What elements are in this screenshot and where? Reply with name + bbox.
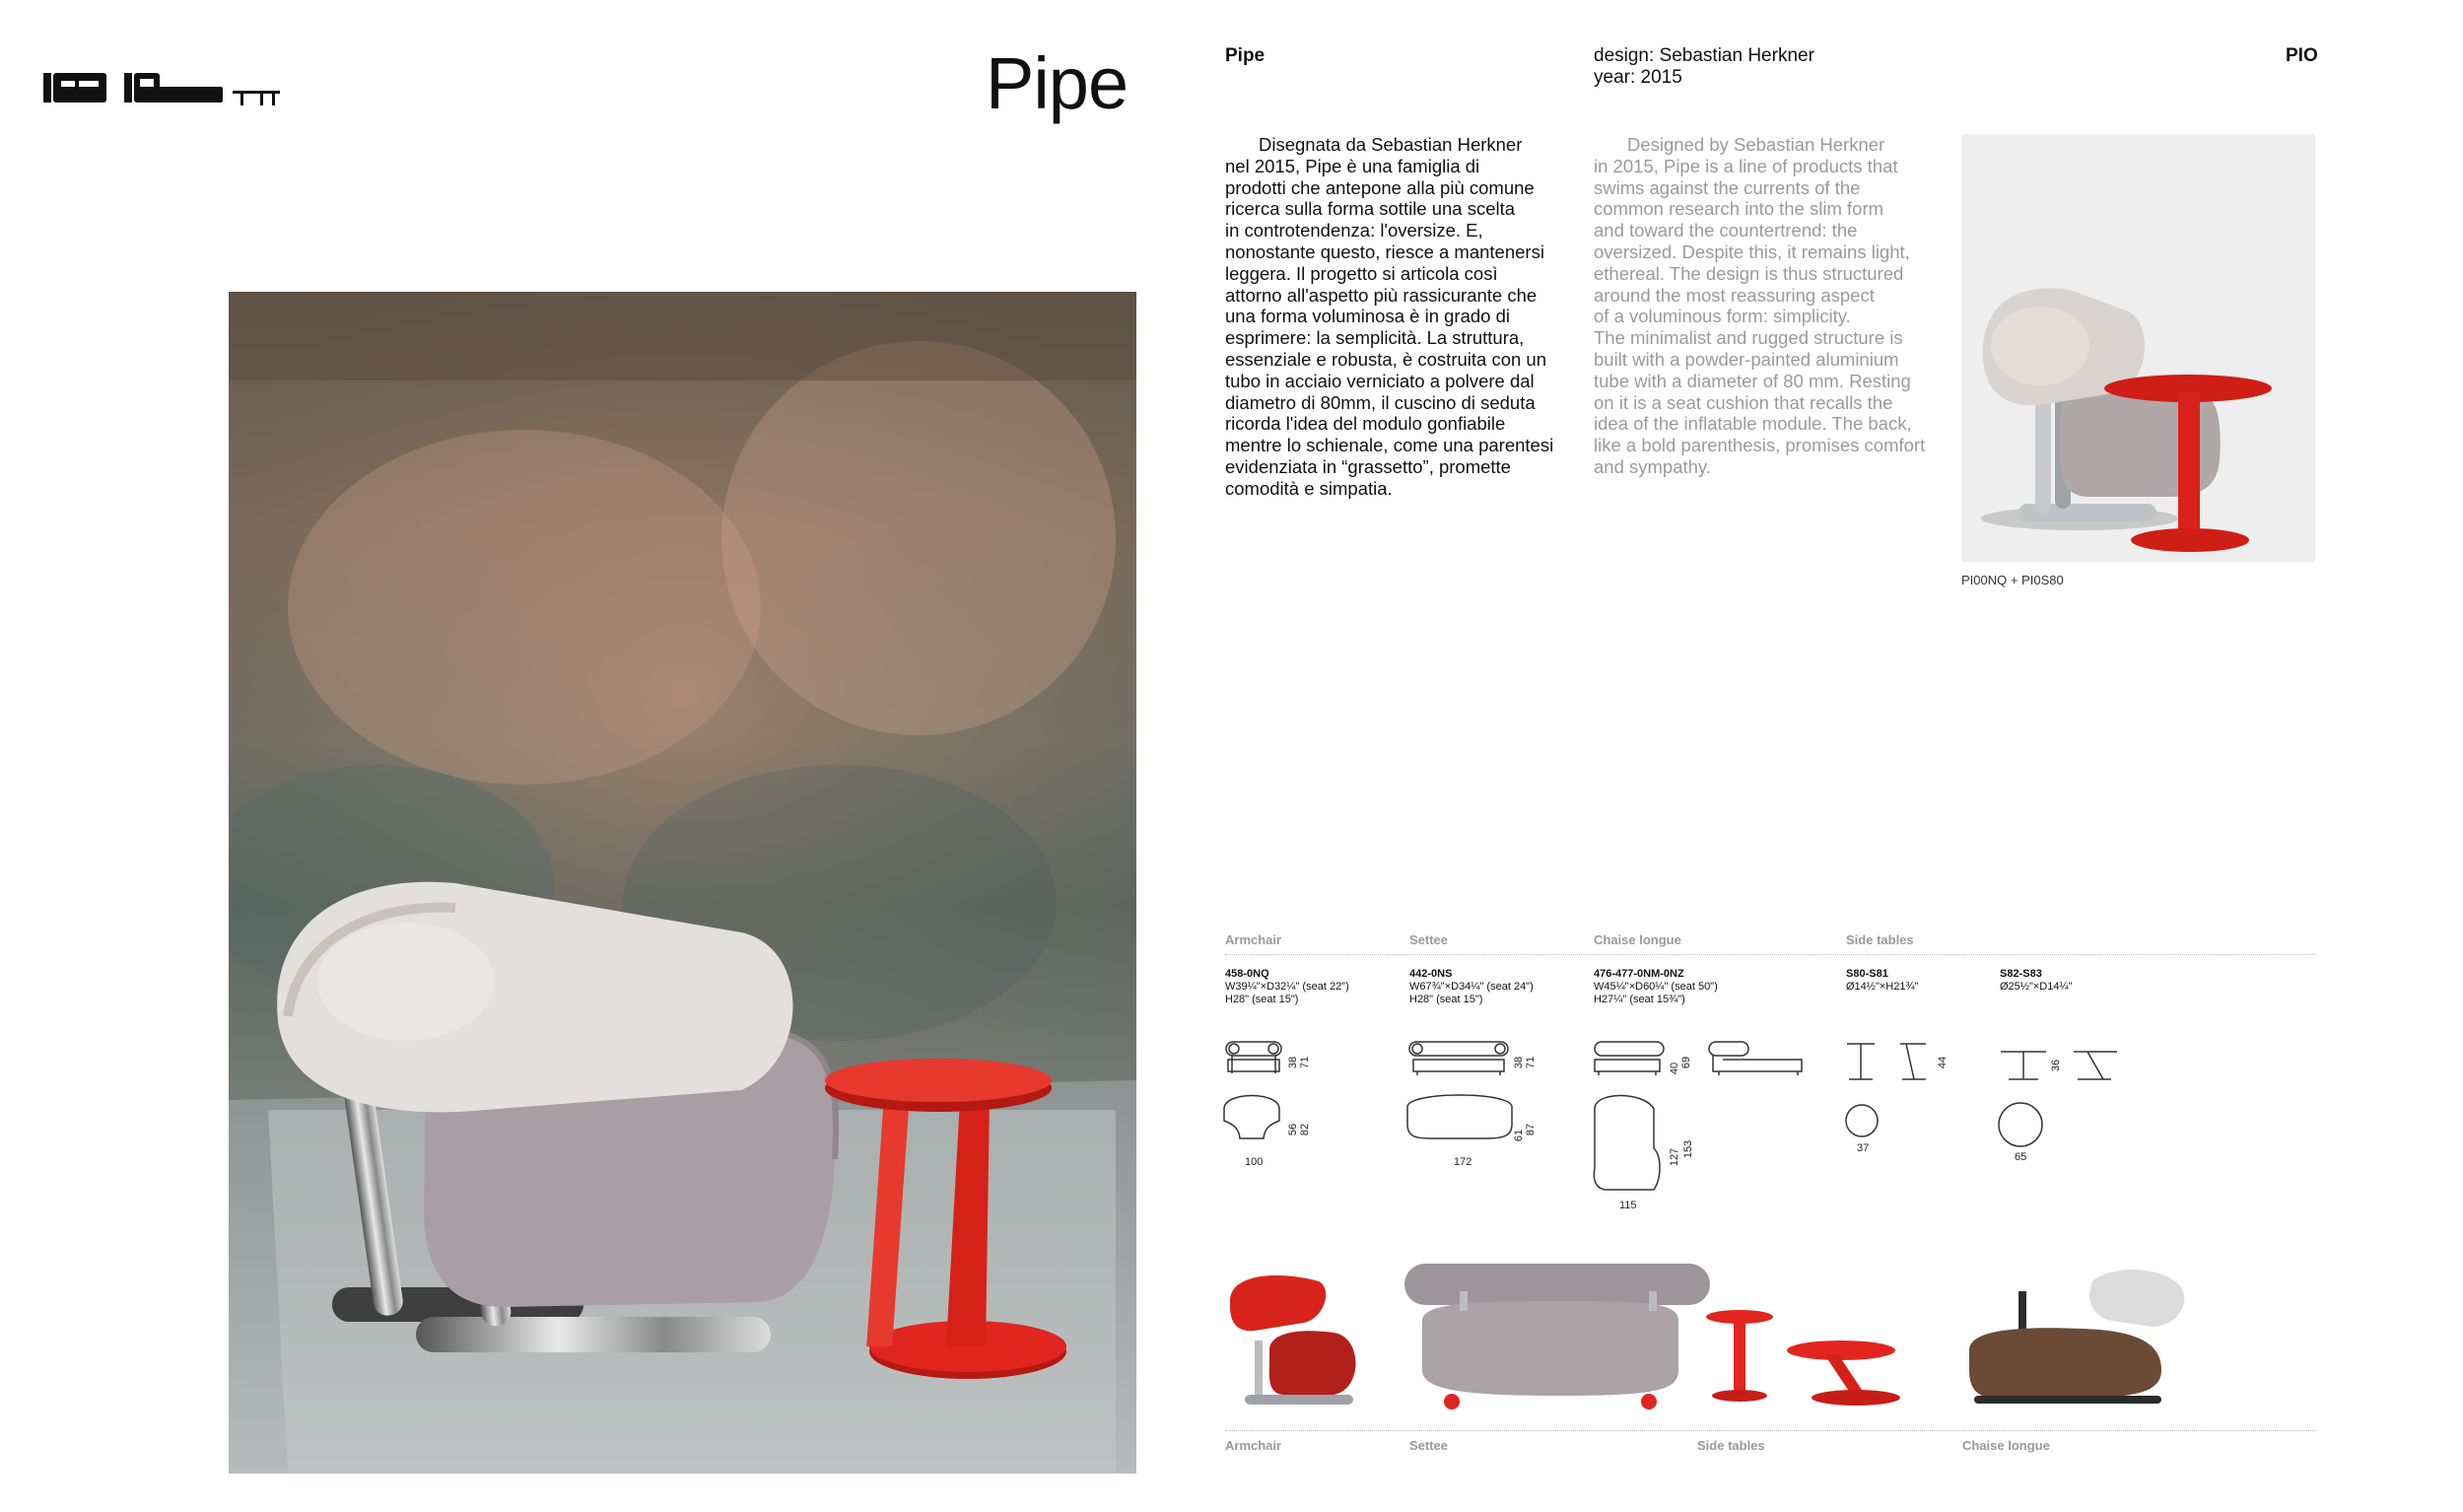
design-year: year: 2015 — [1594, 67, 1682, 88]
spec-height: H27¼" (seat 15¾") — [1594, 994, 1685, 1005]
dim-label: 40 — [1669, 1062, 1681, 1075]
dim-label: 71 — [1525, 1056, 1538, 1069]
divider — [1225, 1430, 2315, 1431]
spec-dimensions: Ø25½"×D14¼" — [2000, 981, 2073, 993]
hero-photo-illustration — [229, 292, 1136, 1474]
chaise-longue-brown-photo — [1969, 1270, 2184, 1404]
bottom-category-side-tables: Side tables — [1697, 1438, 1765, 1453]
spec-code: S82-S83 — [2000, 968, 2042, 980]
category-armchair: Armchair — [1225, 932, 1282, 947]
spec-code: 476-477-0NM-0NZ — [1594, 968, 1684, 980]
dim-label: 82 — [1299, 1123, 1312, 1136]
dim-label: 61 — [1513, 1129, 1526, 1142]
text-line: swims against the currents of the — [1594, 176, 1861, 198]
text-line: essenziale e robusta, è costruita con un — [1225, 348, 1546, 370]
text-line: around the most reassuring aspect — [1594, 284, 1875, 306]
spec-dimensions: W45¼"×D60¼" (seat 50") — [1594, 981, 1718, 993]
settee-top-drawing — [1407, 1095, 1512, 1138]
spec-dimensions: Ø14½"×H21¾" — [1846, 981, 1919, 993]
chaise-top-drawing — [1594, 1096, 1660, 1191]
side-tables-red-photo — [1706, 1310, 1900, 1406]
product-photo-illustration — [1961, 134, 2315, 562]
description-italian — [1225, 134, 1575, 500]
dim-label: 127 — [1669, 1147, 1681, 1167]
text-line: Disegnata da Sebastian Herkner — [1259, 134, 1523, 155]
text-line: attorno all'aspetto più rassicurante che — [1225, 284, 1538, 306]
settee-grey-photo — [1404, 1264, 1710, 1409]
spec-armchair — [1225, 968, 1349, 1006]
text-line: on it is a seat cushion that recalls the — [1594, 391, 1893, 413]
bottom-category-settee: Settee — [1409, 1438, 1449, 1453]
text-line: esprimere: la semplicità. La struttura, — [1225, 327, 1525, 349]
dim-label: 37 — [1857, 1142, 1870, 1154]
text-line: diametro di 80mm, il cuscino di seduta — [1225, 391, 1536, 413]
text-line: in controtendenza: l'oversize. E, — [1225, 220, 1483, 241]
spec-settee — [1409, 968, 1534, 1006]
text-line: ricerca sulla forma sottile una scelta — [1225, 198, 1516, 220]
text-line: evidenziata in “grassetto”, promette — [1225, 455, 1511, 477]
text-line: Designed by Sebastian Herkner — [1627, 134, 1885, 155]
dim-label: 153 — [1682, 1139, 1695, 1159]
text-line: in 2015, Pipe is a line of products that — [1594, 155, 1898, 176]
bottom-category-chaise-longue: Chaise longue — [1962, 1438, 2050, 1453]
dim-label: 100 — [1245, 1156, 1264, 1168]
spec-code: 442-0NS — [1409, 968, 1453, 980]
description-english — [1594, 134, 1944, 478]
dim-label: 71 — [1299, 1056, 1312, 1069]
technical-drawings — [1220, 1030, 2329, 1217]
text-line: and sympathy. — [1594, 455, 1711, 477]
text-line: leggera. Il progetto si articola così — [1225, 262, 1498, 284]
text-line: of a voluminous form: simplicity. — [1594, 306, 1851, 327]
text-line: built with a powder-painted aluminium — [1594, 348, 1899, 370]
series-name: Pipe — [1225, 45, 1266, 66]
product-caption: PI00NQ + PI0S80 — [1961, 573, 2064, 587]
spec-side-table-s80 — [1846, 968, 1919, 994]
hero-photo — [229, 292, 1136, 1474]
dim-label: 115 — [1619, 1200, 1637, 1211]
text-line: una forma voluminosa è in grado di — [1225, 306, 1510, 327]
text-line: The minimalist and rugged structure is — [1594, 327, 1903, 349]
category-side-tables: Side tables — [1846, 932, 1914, 947]
designer-credit: design: Sebastian Herkner — [1594, 45, 1814, 66]
spec-chaise-longue — [1594, 968, 1718, 1006]
settee-side-drawing — [1409, 1042, 1508, 1075]
spec-side-table-s82 — [2000, 968, 2073, 994]
spec-code: 458-0NQ — [1225, 968, 1269, 980]
text-line: ricorda l'idea del modulo gonfiabile — [1225, 413, 1506, 435]
armchair-top-drawing — [1224, 1096, 1279, 1139]
text-line: prodotti che antepone alla più comune — [1225, 176, 1535, 198]
dim-label: 56 — [1287, 1123, 1300, 1136]
text-line: tube with a diameter of 80 mm. Resting — [1594, 370, 1911, 391]
product-lineup — [1225, 1252, 2315, 1429]
divider — [1225, 954, 2315, 955]
page-title: Pipe — [986, 42, 1129, 124]
spec-height: H28" (seat 15") — [1409, 994, 1483, 1005]
spec-code: S80-S81 — [1846, 968, 1888, 980]
dim-label: 38 — [1513, 1056, 1526, 1069]
text-line: tubo in acciaio verniciato a polvere dal — [1225, 370, 1535, 391]
text-line: oversized. Despite this, it remains light, — [1594, 241, 1910, 262]
dim-label: 172 — [1454, 1156, 1472, 1168]
brand-logo — [43, 69, 285, 110]
text-line: nonostante questo, riesce a mantenersi — [1225, 241, 1544, 262]
text-line: common research into the slim form — [1594, 198, 1884, 220]
dim-label: 65 — [2015, 1151, 2027, 1163]
product-photo — [1961, 134, 2315, 562]
dim-label: 44 — [1937, 1056, 1950, 1069]
dim-label: 38 — [1287, 1056, 1300, 1069]
spec-dimensions: W67¾"×D34¼" (seat 24") — [1409, 981, 1534, 993]
bottom-category-armchair: Armchair — [1225, 1438, 1282, 1453]
text-line: ethereal. The design is thus structured — [1594, 262, 1904, 284]
chaise-side-drawing — [1595, 1042, 1802, 1075]
text-line: and toward the countertrend: the — [1594, 220, 1858, 241]
dim-label: 36 — [2050, 1059, 2063, 1072]
text-line: idea of the inflatable module. The back, — [1594, 413, 1912, 435]
armchair-side-drawing — [1226, 1042, 1281, 1073]
spec-dimensions: W39¼"×D32¼" (seat 22") — [1225, 981, 1349, 993]
spec-height: H28" (seat 15") — [1225, 994, 1299, 1005]
category-settee: Settee — [1409, 932, 1449, 947]
armchair-red-photo — [1230, 1275, 1356, 1405]
category-chaise-longue: Chaise longue — [1594, 932, 1681, 947]
collection-code: PIO — [2286, 45, 2318, 66]
dim-label: 69 — [1680, 1056, 1693, 1069]
text-line: nel 2015, Pipe è una famiglia di — [1225, 155, 1480, 176]
text-line: mentre lo schienale, come una parentesi — [1225, 435, 1554, 456]
text-line: comodità e simpatia. — [1225, 477, 1393, 499]
side-table-s80-drawing — [1846, 1044, 1926, 1136]
text-line: like a bold parenthesis, promises comfort — [1594, 435, 1926, 456]
dim-label: 87 — [1525, 1123, 1538, 1136]
